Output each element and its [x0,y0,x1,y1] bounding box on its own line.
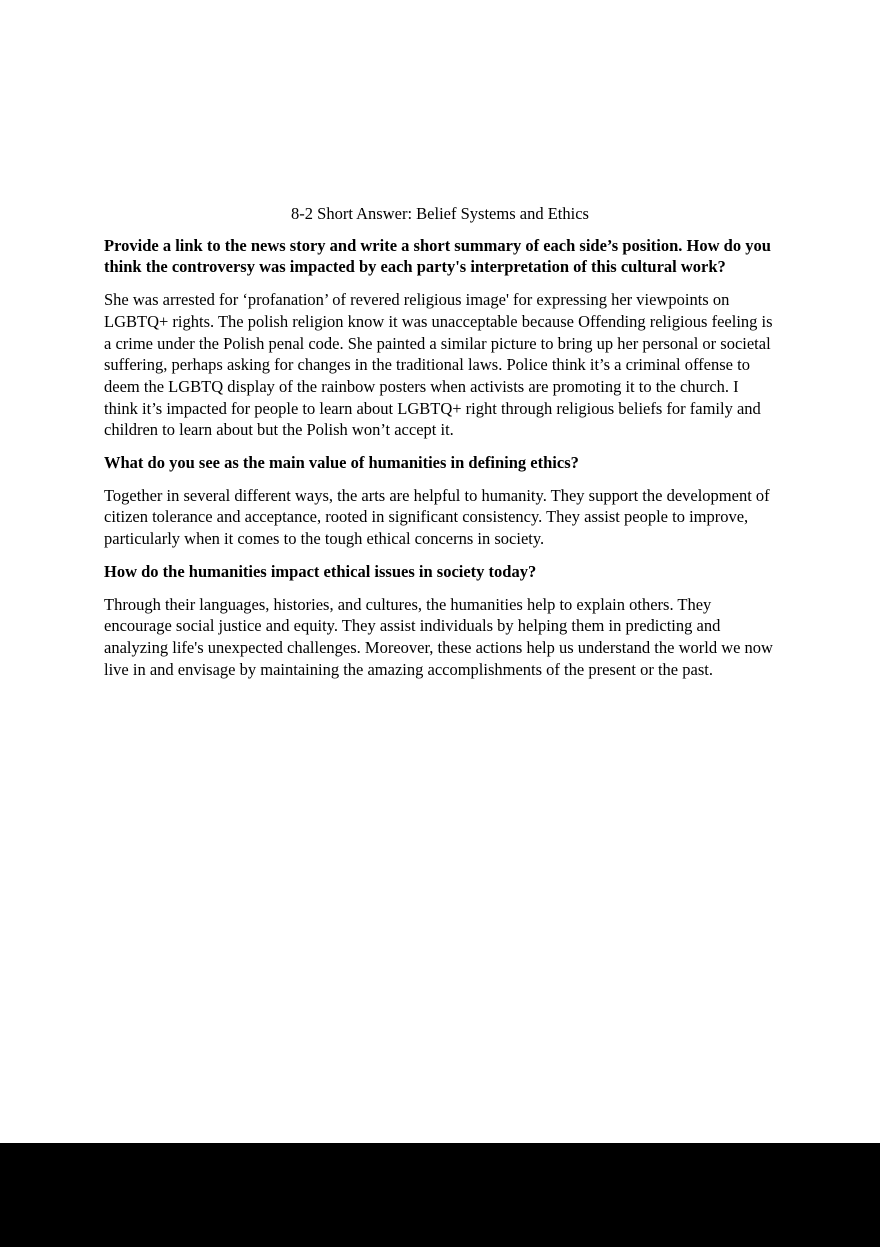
answer-3: Through their languages, histories, and cultures, the humanities help to explain others. They encourage social justice and equity. They assist individuals by helping them in predicting and analyzing life's unexpected challenges. Moreover, these actions help us understand the world we now live in and envisage by maintaining the amazing accomplishments of the present or the past. [104,594,773,679]
question-2: What do you see as the main value of humanities in defining ethics? [104,453,579,473]
document-title: 8-2 Short Answer: Belief Systems and Ethics [291,204,589,223]
answer-2: Together in several different ways, the arts are helpful to humanity. They support the development of citizen tolerance and acceptance, rooted in significant consistency. They assist people to improve, particularly when it comes to the tough ethical concerns in society. [104,485,770,549]
question-3: How do the humanities impact ethical issues in society today? [104,561,537,581]
answer-1: She was arrested for ‘profanation’ of revered religious image' for expressing her viewpoints on LGBTQ+ rights. The polish religion know it was unacceptable because Offending religious feeling is a crime under the Polish penal code. She painted a similar picture to bring up her personal or societal suffering, perhaps asking for changes in the traditional laws. Police think it’s a criminal offense to deem the LGBTQ display of the rainbow posters when activists are promoting it to the church. I think it’s impacted for people to learn about LGBTQ+ right through religious beliefs for family and children to learn about but the Polish won’t accept it. [104,290,773,440]
question-1: Provide a link to the news story and write a short summary of each side’s position. How do you think the controversy was impacted by each party's interpretation of this cultural work? [104,235,771,277]
letterbox-bottom [0,1143,880,1247]
